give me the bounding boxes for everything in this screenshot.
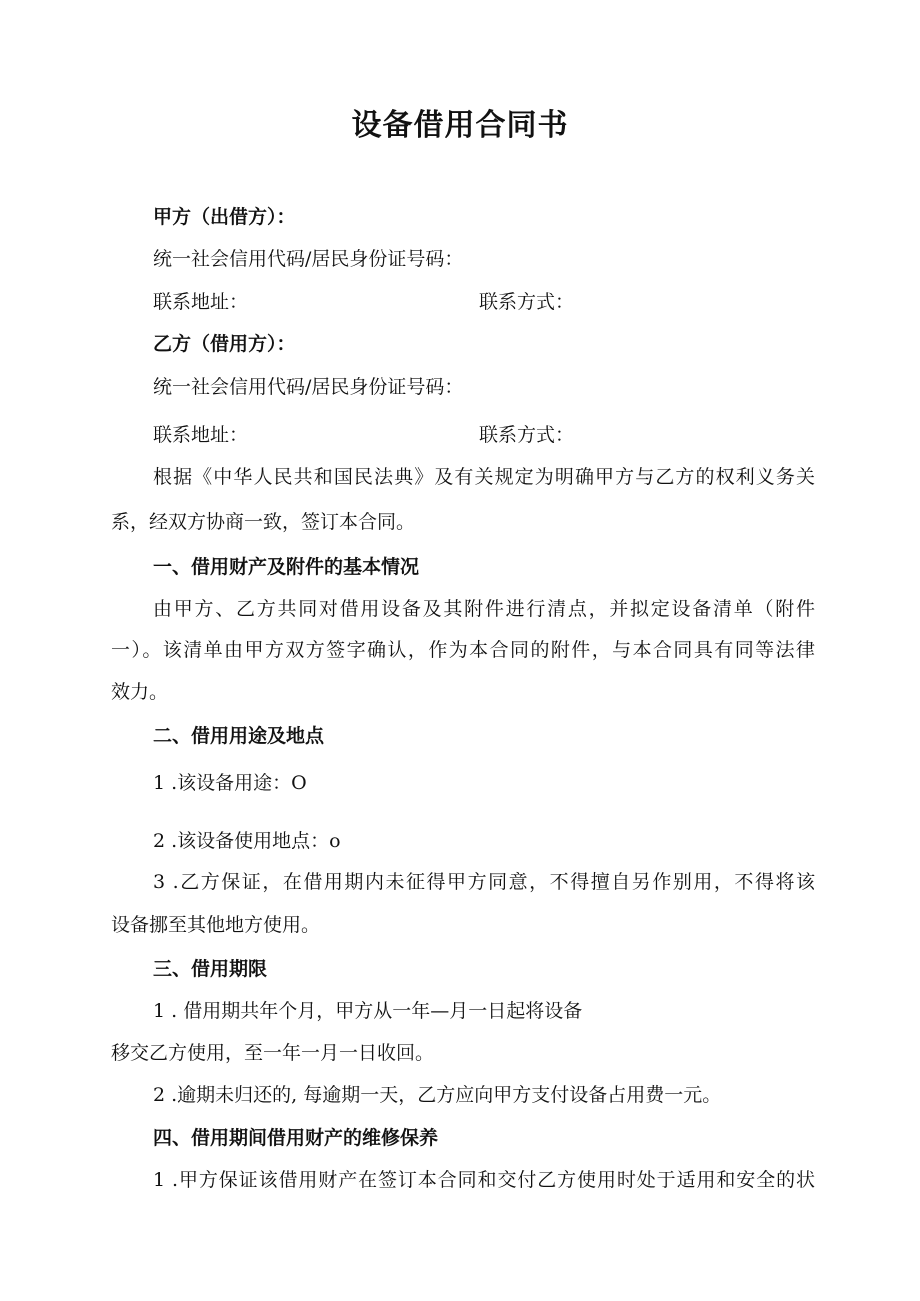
party-a-address-label: 联系地址：: [153, 291, 249, 313]
section-3-item-1-line-2: 移交乙方使用，至一年一月一日收回。: [111, 1042, 435, 1064]
section-2-heading: 二、借用用途及地点: [153, 725, 325, 747]
section-4-heading: 四、借用期间借用财产的维修保养: [153, 1127, 439, 1149]
party-b-heading: 乙方（借用方）：: [153, 333, 296, 355]
section-2-item-1: 1 .该设备用途：O: [153, 772, 307, 794]
preamble-line-1: 根据《中华人民共和国民法典》及有关规定为明确甲方与乙方的权利义务关: [153, 466, 815, 488]
party-b-id-label: 统一社会信用代码/居民身份证号码：: [153, 376, 464, 398]
section-1-line-1: 由甲方、乙方共同对借用设备及其附件进行清点，并拟定设备清单（附件: [153, 598, 815, 620]
section-1-line-2: 一）。该清单由甲方双方签字确认，作为本合同的附件，与本合同具有同等法律: [111, 639, 815, 661]
section-1-line-3: 效力。: [111, 681, 169, 703]
party-a-id-label: 统一社会信用代码/居民身份证号码：: [153, 248, 464, 270]
section-4-item-1-line-1: 1 .甲方保证该借用财产在签订本合同和交付乙方使用时处于适用和安全的状: [153, 1169, 815, 1191]
section-2-item-3-line-1: 3 .乙方保证，在借用期内未征得甲方同意，不得擅自另作别用，不得将该: [153, 871, 815, 893]
section-2-item-3-line-2: 设备挪至其他地方使用。: [111, 914, 321, 936]
preamble-line-2: 系，经双方协商一致，签订本合同。: [111, 511, 416, 533]
party-b-contact-label: 联系方式：: [479, 424, 575, 446]
section-2-item-2: 2 .该设备使用地点：o: [153, 830, 341, 852]
section-3-heading: 三、借用期限: [153, 958, 268, 980]
party-b-address-label: 联系地址：: [153, 424, 249, 446]
section-3-item-2: 2 .逾期未归还的, 每逾期一天，乙方应向甲方支付设备占用费一元。: [153, 1084, 722, 1106]
section-3-item-1-line-1: 1 . 借用期共年个月，甲方从一年—月一日起将设备: [153, 1000, 583, 1022]
party-a-contact-label: 联系方式：: [479, 291, 575, 313]
document-title: 设备借用合同书: [351, 108, 569, 143]
party-a-heading: 甲方（出借方）：: [153, 206, 296, 228]
section-1-heading: 一、借用财产及附件的基本情况: [153, 556, 420, 578]
